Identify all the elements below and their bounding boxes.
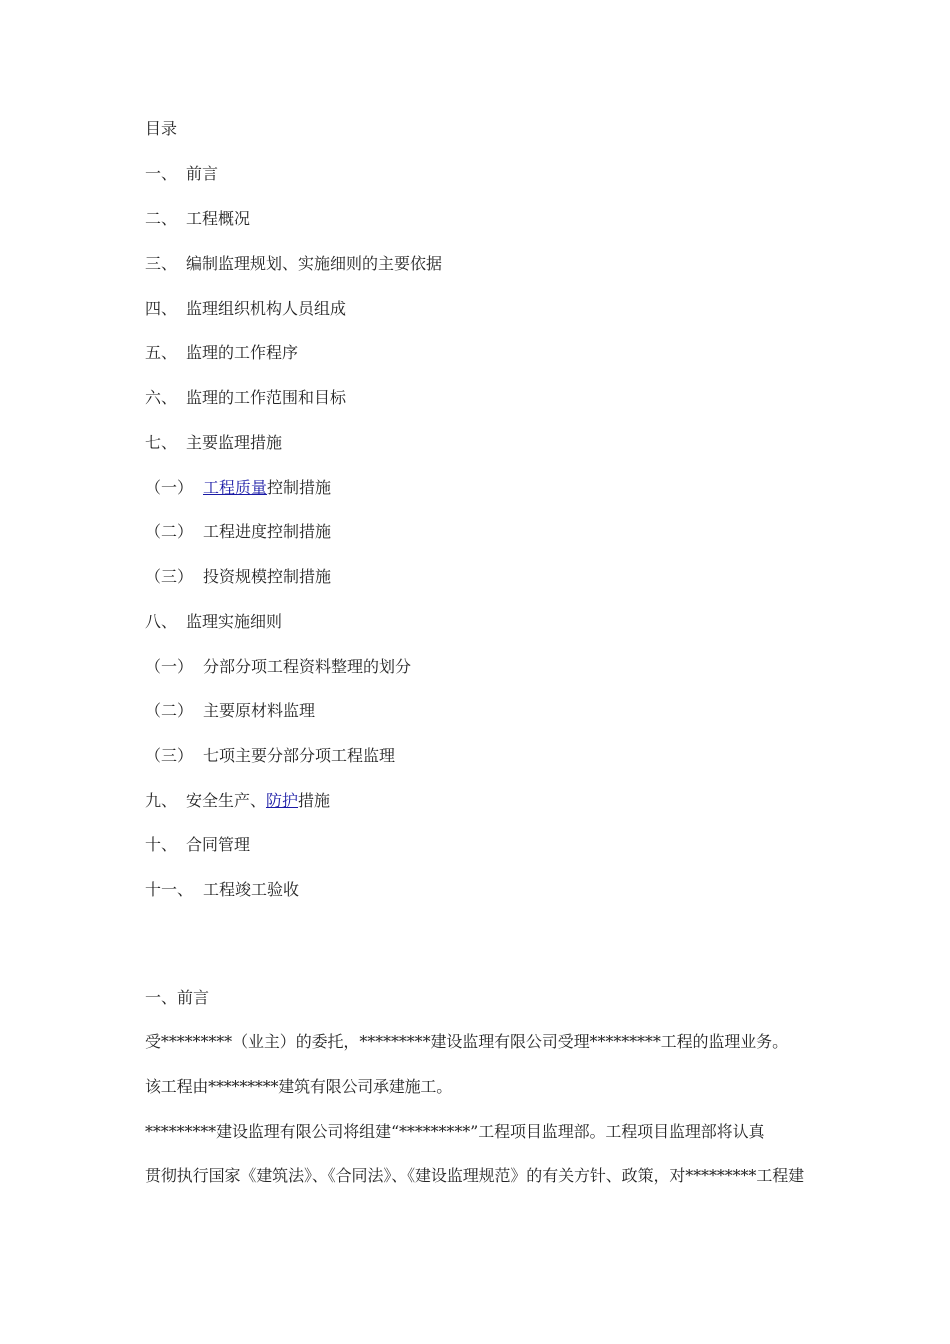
toc-item-number: （三） [145, 746, 194, 765]
toc-item [145, 791, 330, 811]
toc-subitem [145, 522, 331, 542]
toc-subitem [145, 701, 315, 721]
toc-item-text: 监理的工作程序 [186, 343, 299, 362]
toc-item-text: 主要原材料监理 [203, 701, 316, 720]
toc-item-text: 监理的工作范围和目标 [186, 388, 347, 407]
toc-item-text: 投资规模控制措施 [203, 567, 332, 586]
toc-item-text: 监理组织机构人员组成 [186, 299, 347, 318]
toc-item-text: 工程竣工验收 [203, 880, 300, 899]
toc-item [145, 835, 250, 855]
toc-item-text: 前言 [186, 164, 219, 183]
toc-item [145, 299, 346, 319]
toc-item [145, 388, 346, 408]
toc-item [145, 209, 250, 229]
toc-item-number: （二） [145, 522, 194, 541]
quality-link[interactable]: 工程质量 [203, 478, 268, 497]
toc-item-text: 合同管理 [186, 835, 251, 854]
toc-item-number: 七、 [145, 433, 178, 452]
toc-item-number: 十、 [145, 835, 178, 854]
toc-item-number: 九、 [145, 791, 178, 810]
paragraph-line: *********建设监理有限公司将组建“*********”工程项目监理部。工程项目监理部将认真 [145, 1122, 765, 1141]
toc-item [145, 343, 298, 363]
toc-item-number: 四、 [145, 299, 178, 318]
toc-item-text: 编制监理规划、实施细则的主要依据 [186, 254, 443, 273]
toc-item-number: （三） [145, 567, 194, 586]
toc-item-text: 安全生产、 [186, 791, 267, 810]
toc-item-number: 五、 [145, 343, 178, 362]
protection-link[interactable]: 防护 [266, 791, 299, 810]
toc-item [145, 612, 282, 632]
toc-item-text: 监理实施细则 [186, 612, 283, 631]
toc-item-text: 措施 [298, 791, 331, 810]
toc-item [145, 880, 299, 900]
toc-item-number: 六、 [145, 388, 178, 407]
paragraph-line: 该工程由*********建筑有限公司承建施工。 [145, 1077, 453, 1096]
toc-subitem [145, 657, 411, 677]
toc-item-text: 工程概况 [186, 209, 251, 228]
toc-item-text: 分部分项工程资料整理的划分 [203, 657, 412, 676]
toc-item-number: 十一、 [145, 880, 194, 899]
toc-item-number: （二） [145, 701, 194, 720]
toc-subitem [145, 746, 395, 766]
toc-item-text: 工程进度控制措施 [203, 522, 332, 541]
toc-item-text: 控制措施 [267, 478, 332, 497]
toc-item-number: 三、 [145, 254, 178, 273]
toc-title: 目录 [145, 119, 178, 138]
toc-item-number: （一） [145, 478, 194, 497]
toc-item [145, 433, 282, 453]
toc-item-text: 七项主要分部分项工程监理 [203, 746, 396, 765]
section-heading: 一、前言 [145, 988, 210, 1007]
toc-subitem [145, 567, 331, 587]
paragraph-line: 受*********（业主）的委托，*********建设监理有限公司受理*********工程的监理业务。 [145, 1032, 788, 1051]
toc-item-number: 八、 [145, 612, 178, 631]
toc-item-number: （一） [145, 657, 194, 676]
toc-subitem [145, 478, 331, 498]
toc-item [145, 164, 218, 184]
toc-item [145, 254, 442, 274]
paragraph-line: 贯彻执行国家《建筑法》、《合同法》、《建设监理规范》的有关方针、政策，对*********工程建 [145, 1166, 805, 1185]
toc-item-text: 主要监理措施 [186, 433, 283, 452]
toc-item-number: 二、 [145, 209, 178, 228]
toc-item-number: 一、 [145, 164, 178, 183]
